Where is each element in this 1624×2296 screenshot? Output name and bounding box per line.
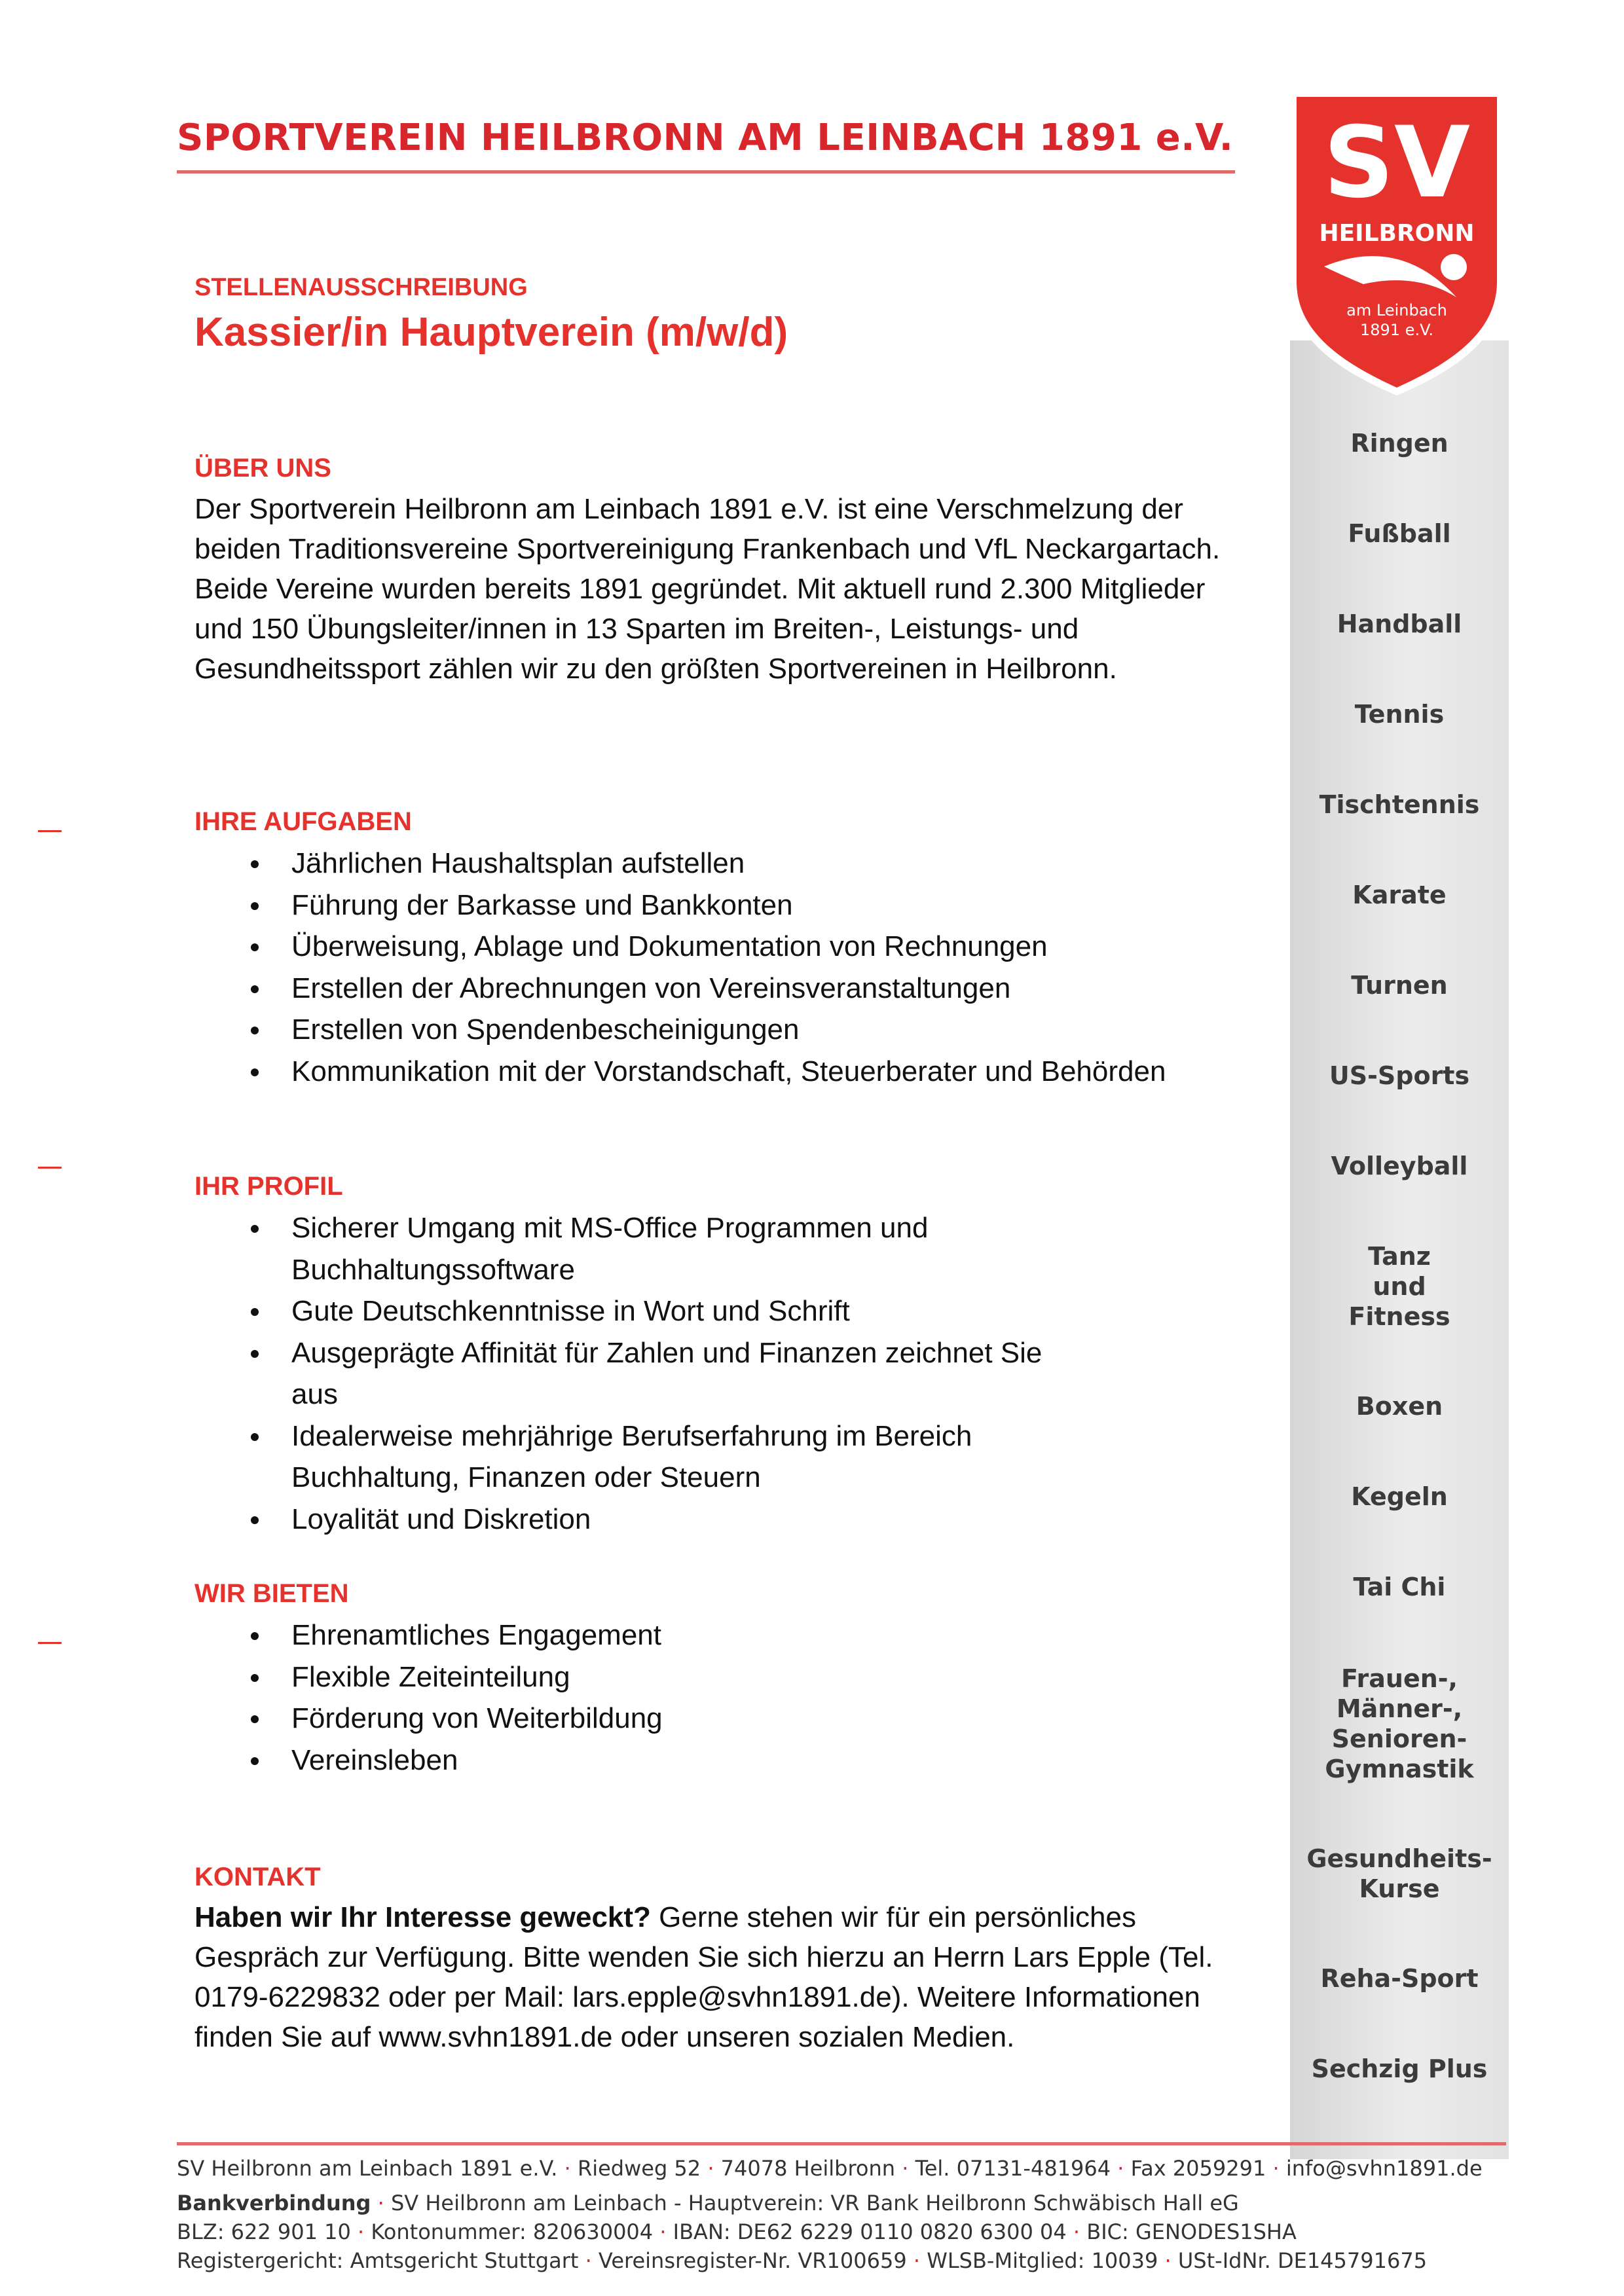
offer-list: [194, 1614, 1242, 1781]
sidebar-item-sechzig-plus: Sechzig Plus: [1311, 2054, 1488, 2083]
sidebar-item-handball: Handball: [1337, 610, 1462, 638]
list-item: Sicherer Umgang mit MS-Office Programmen und Buchhaltungssoftware: [194, 1207, 1072, 1290]
sidebar-item-ringen: Ringen: [1350, 429, 1449, 458]
header-divider: [177, 170, 1235, 173]
profile-list: [194, 1207, 1072, 1540]
section-heading-contact: KONTAKT: [194, 1863, 321, 1891]
sidebar-item-turnen: Turnen: [1351, 971, 1448, 1000]
header-title: SPORTVEREIN HEILBRONN AM LEINBACH 1891 e.V.: [177, 117, 1234, 159]
list-item: Führung der Barkasse und Bankkonten: [194, 884, 1242, 926]
fold-mark: [38, 830, 62, 832]
sidebar-item-gymnastik: Frauen-, Männer-, Senioren- Gymnastik: [1325, 1664, 1474, 1783]
section-heading-tasks: IHRE AUFGABEN: [194, 807, 412, 836]
footer-address-line: SV Heilbronn am Leinbach 1891 e.V. · Riedweg 52 · 74078 Heilbronn · Tel. 07131-481964 · Fax 2059291 · info@svhn1891.de: [177, 2156, 1483, 2181]
logo-subline-1: am Leinbach: [1346, 301, 1447, 319]
footer-bank-line: Bankverbindung · SV Heilbronn am Leinbach - Hauptverein: VR Bank Heilbronn Schwäbisch Hall eG: [177, 2191, 1239, 2215]
logo-subline-2: 1891 e.V.: [1359, 321, 1434, 339]
footer-org: SV Heilbronn am Leinbach 1891 e.V.: [177, 2156, 558, 2181]
sidebar-item-tennis: Tennis: [1354, 700, 1445, 729]
job-label: STELLENAUSSCHREIBUNG: [194, 274, 528, 301]
footer-tel: Tel. 07131-481964: [915, 2156, 1111, 2181]
sidebar-item-tai-chi: Tai Chi: [1353, 1573, 1446, 1601]
section-heading-about: ÜBER UNS: [194, 454, 331, 483]
footer-court: Registergericht: Amtsgericht Stuttgart: [177, 2248, 579, 2273]
footer-divider: [177, 2142, 1506, 2145]
sidebar-item-reha-sport: Reha-Sport: [1320, 1964, 1479, 1993]
list-item: Erstellen von Spendenbescheinigungen: [194, 1009, 1242, 1051]
footer-bank-label: Bankverbindung: [177, 2191, 371, 2215]
footer-wlsb: WLSB-Mitglied: 10039: [927, 2248, 1158, 2273]
about-text: Der Sportverein Heilbronn am Leinbach 1891 e.V. ist eine Verschmelzung der beiden Traditionsvereine Sportvereinigung Frankenbach und VfL Neckargartach. Beide Vereine wurden bereits 1891 gegründet. Mit aktuell rund 2.300 Mitglieder und 150 Übungsleiter/innen in 13 Sparten im Breiten-, Leistungs- und Gesundheitssport zählen wir zu den größten Sportvereinen in Heilbronn.: [194, 493, 1221, 685]
footer-street: Riedweg 52: [577, 2156, 701, 2181]
footer-blz: BLZ: 622 901 10: [177, 2219, 351, 2244]
sidebar-item-tanz-fitness: Tanz und Fitness: [1348, 1242, 1450, 1331]
footer-ustid: USt-IdNr. DE145791675: [1177, 2248, 1428, 2273]
fold-mark: [38, 1167, 62, 1169]
logo-city: HEILBRONN: [1319, 220, 1475, 247]
tasks-list: [194, 843, 1242, 1092]
sidebar-item-us-sports: US-Sports: [1329, 1061, 1470, 1090]
footer-bank-text: SV Heilbronn am Leinbach - Hauptverein: VR Bank Heilbronn Schwäbisch Hall eG: [390, 2191, 1239, 2215]
footer-bic: BIC: GENODES1SHA: [1086, 2219, 1297, 2244]
ball-icon: [1441, 254, 1467, 280]
footer-account-line: BLZ: 622 901 10 · Kontonummer: 820630004 · IBAN: DE62 6229 0110 0820 6300 04 · BIC: GENODES1SHA: [177, 2219, 1297, 2244]
footer-email: info@svhn1891.de: [1285, 2156, 1483, 2181]
list-item: Überweisung, Ablage und Dokumentation von Rechnungen: [194, 926, 1242, 968]
list-item: Loyalität und Diskretion: [194, 1499, 1072, 1540]
footer-konto: Kontonummer: 820630004: [371, 2219, 654, 2244]
footer-register: Vereinsregister-Nr. VR100659: [598, 2248, 907, 2273]
list-item: Förderung von Weiterbildung: [194, 1698, 1242, 1740]
contact-lead: Haben wir Ihr Interesse geweckt?: [194, 1901, 651, 1933]
list-item: Vereinsleben: [194, 1740, 1242, 1781]
section-heading-offer: WIR BIETEN: [194, 1579, 349, 1608]
sports-sidebar: [1290, 340, 1509, 2159]
sidebar-item-fussball: Fußball: [1348, 519, 1451, 548]
list-item: Kommunikation mit der Vorstandschaft, Steuerberater und Behörden: [194, 1051, 1242, 1093]
contact-text: [194, 1897, 1216, 2057]
footer-city: 74078 Heilbronn: [720, 2156, 896, 2181]
sidebar-item-boxen: Boxen: [1356, 1392, 1443, 1421]
logo-abbr: SV: [1323, 106, 1471, 220]
footer-fax: Fax 2059291: [1130, 2156, 1266, 2181]
list-item: Jährlichen Haushaltsplan aufstellen: [194, 843, 1242, 884]
club-logo: [1285, 86, 1509, 401]
list-item: Idealerweise mehrjährige Berufserfahrung im Bereich Buchhaltung, Finanzen oder Steuern: [194, 1415, 1072, 1499]
job-title: Kassier/in Hauptverein (m/w/d): [194, 310, 788, 355]
section-heading-profile: IHR PROFIL: [194, 1172, 343, 1201]
list-item: Erstellen der Abrechnungen von Vereinsveranstaltungen: [194, 968, 1242, 1010]
list-item: Ausgeprägte Affinität für Zahlen und Finanzen zeichnet Sie aus: [194, 1332, 1072, 1415]
list-item: Ehrenamtliches Engagement: [194, 1614, 1242, 1656]
footer-register-line: Registergericht: Amtsgericht Stuttgart · Vereinsregister-Nr. VR100659 · WLSB-Mitglied: 10039 · USt-IdNr. DE145791675: [177, 2248, 1428, 2273]
sidebar-item-kegeln: Kegeln: [1351, 1482, 1448, 1511]
footer-iban: IBAN: DE62 6229 0110 0820 6300 04: [673, 2219, 1067, 2244]
fold-mark: [38, 1642, 62, 1644]
sidebar-item-volleyball: Volleyball: [1331, 1152, 1468, 1180]
sidebar-item-karate: Karate: [1352, 881, 1447, 909]
list-item: Flexible Zeiteinteilung: [194, 1656, 1242, 1698]
contact-body: Gerne stehen wir für ein persönliches Gespräch zur Verfügung. Bitte wenden Sie sich hierzu an Herrn Lars Epple (Tel. 0179-6229832 oder per Mail: lars.epple@svhn1891.de). Weitere Informationen finden Sie auf www.svhn1891.de oder unseren sozialen Medien.: [194, 1901, 1213, 2053]
list-item: Gute Deutschkenntnisse in Wort und Schrift: [194, 1290, 1072, 1332]
sidebar-item-gesundheitskurse: Gesundheits- Kurse: [1306, 1844, 1492, 1903]
sidebar-item-tischtennis: Tischtennis: [1319, 790, 1480, 819]
